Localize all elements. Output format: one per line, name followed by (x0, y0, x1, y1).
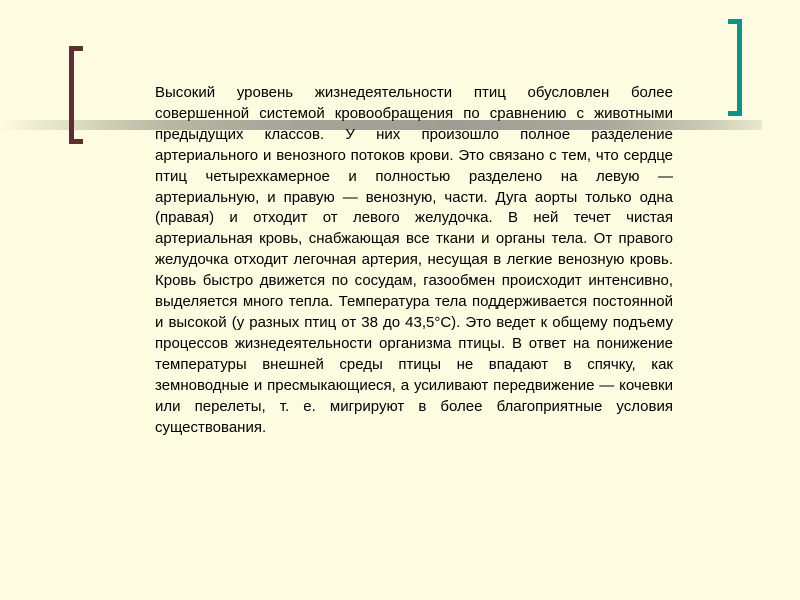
slide-body-text: Высокий уровень жизнедеятельности птиц обусловлен более совершенной системой кровообращения по сравнению с животными предыдущих классов. У них произошло полное разделение артериального и венозного потоков крови. Это связано с тем, что сердце птиц четырехкамерное и полностью разделено на левую — артериальную, и правую — венозную, части. Дуга аорты только одна (правая) и отходит от левого желудочка. В ней течет чистая артериальная кровь, снабжающая все ткани и органы тела. От правого желудочка отходит легочная артерия, несущая в легкие венозную кровь. Кровь быстро движется по сосудам, газообмен происходит интенсивно, выделяется много тепла. Температура тела поддерживается постоянной и высокой (у разных птиц от 38 до 43,5°С). Это ведет к общему подъему процессов жизнедеятельности организма птицы. В ответ на понижение температуры внешней среды птицы не впадают в спячку, как земноводные и пресмыкающиеся, а усиливают передвижение — кочевки или перелеты, т. е. мигрируют в более благоприятные условия существования. (155, 84, 673, 436)
right-bracket-decoration (728, 19, 742, 116)
left-bracket-decoration (69, 46, 83, 144)
